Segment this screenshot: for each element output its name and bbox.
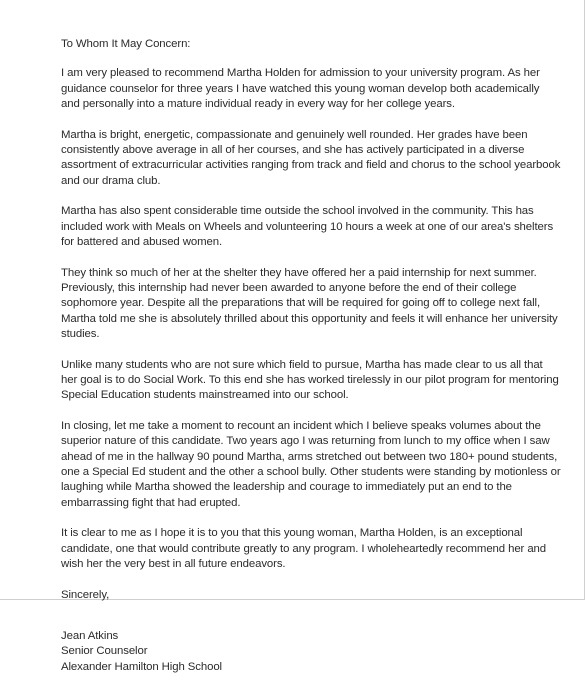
signature-name: Jean Atkins bbox=[61, 630, 119, 643]
recommendation-letter bbox=[61, 37, 561, 675]
letter-paragraph-community: Martha has also spent considerable time outside the school involved in the community. This has included work with Meals on Wheels and volunteering 10 hours a week at one of our area's shelters for battered and abused women. bbox=[61, 205, 554, 248]
letter-paragraph-incident: In closing, let me take a moment to recount an incident which I believe speaks volumes about the superior nature of this candidate. Two years ago I was returning from lunch to my office when I saw ahead of me in the hallway 90 pound Martha, arms stretched out between two 180+ pound students, one a Special Ed student and the other a school bully. Other students were standing by motionless or laughing while Martha showed the leadership and courage to immediately put an end to the embarrassing fight that had erupted. bbox=[61, 420, 561, 509]
letter-paragraph-intro: I am very pleased to recommend Martha Holden for admission to your university program. As her guidance counselor for three years I have watched this young woman develop both academically and personally into a mature individual ready in every way for her college years. bbox=[61, 67, 540, 110]
letter-paragraph-conclusion: It is clear to me as I hope it is to you that this young woman, Martha Holden, is an exceptional candidate, one that would contribute greatly to any program. I wholeheartedly recommend her and wish her the very best in all future endeavors. bbox=[61, 527, 547, 571]
letter-paragraph-goal: Unlike many students who are not sure which field to pursue, Martha has made clear to us all that her goal is to do Social Work. To this end she has worked tirelessly in our pilot program for mentoring Special Education students mainstreamed into our school. bbox=[61, 358, 559, 402]
letter-salutation: To Whom It May Concern: bbox=[61, 38, 191, 50]
letter-paragraph-internship: They think so much of her at the shelter they have offered her a paid internship for next summer. Previously, this internship had never been awarded to anyone before the end of their college sophomore year. Despite all the preparations that will be required for going off to college next fall, Martha told me she is absolutely thrilled about this opportunity and feels it will enhance her university studies. bbox=[61, 266, 558, 340]
letter-closing: Sincerely, bbox=[61, 588, 110, 601]
signature-block bbox=[61, 629, 561, 675]
signature-title: Senior Counselor bbox=[61, 645, 148, 658]
letter-paragraph-academics: Martha is bright, energetic, compassionate and genuinely well rounded. Her grades have been consistently above average in all of her courses, and she has actively participated in a diverse assortment of extracurricular activities ranging from track and field and chorus to the school yearbook and our drama club. bbox=[61, 128, 561, 187]
signature-school: Alexander Hamilton High School bbox=[61, 660, 222, 673]
